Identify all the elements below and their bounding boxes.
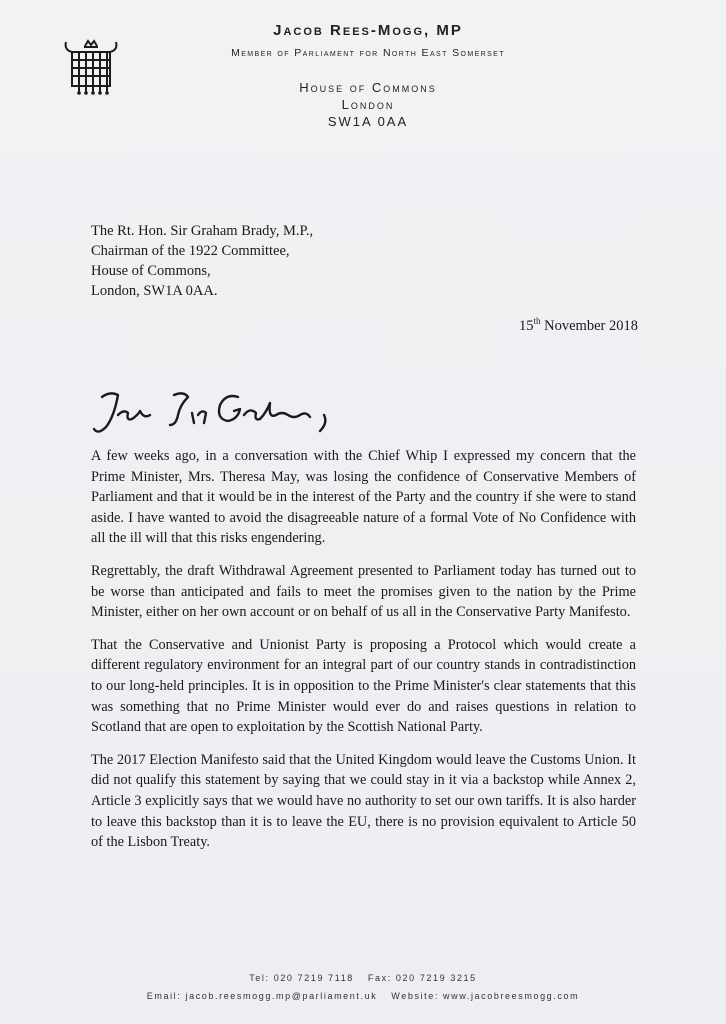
recipient-line: Chairman of the 1922 Committee, — [91, 243, 290, 259]
body-paragraph: A few weeks ago, in a conversation with the Chief Whip I expressed my concern that the Prime Minister, Mrs. Theresa May, was losing the confidence of Conservative Members of Parliament and that it would be in the interest of the Party and the country if she were to stand aside. I have wanted to avoid the disagreeable nature of a formal Vote of No Confidence with all the ill will that this risks engendering. — [91, 448, 636, 547]
body-paragraph: That the Conservative and Unionist Party is proposing a Protocol which would create a different regulatory environment for an integral part of our country stands in contradistinction to our long-held principles. It is in opposition to the Prime Minister's clear statements that this was something that no Prime Minister would ever do and raises questions in relation to Scotland that are open to exploitation by the Scottish National Party. — [91, 636, 636, 736]
footer-website: Website: www.jacobreesmogg.com — [391, 991, 580, 1001]
recipient-line: London, SW1A 0AA. — [91, 283, 218, 299]
sender-address-line: House of Commons — [299, 80, 437, 95]
sender-address-line: SW1A 0AA — [327, 114, 409, 129]
sender-address — [150, 79, 586, 130]
date-day: 15 — [519, 317, 534, 334]
recipient-line: House of Commons, — [91, 263, 211, 279]
footer-tel: Tel: 020 7219 7118 — [249, 973, 354, 983]
date-suffix: th — [533, 316, 541, 326]
footer-contact-phone — [0, 973, 726, 983]
letter-body — [91, 446, 636, 865]
recipient-address — [91, 221, 313, 301]
portcullis-crest-icon — [62, 38, 120, 98]
body-paragraph: The 2017 Election Manifesto said that the United Kingdom would leave the Customs Union. It did not qualify this statement by saying that we could stay in it via a backstop while Annex 2, Article 3 explicitly says that we would have no authority to set our own tariffs. It is also harder to leave this backstop than it is to leave the EU, there is no provision equivalent to Article 50 of the Lisbon Treaty. — [91, 751, 636, 851]
letter-date — [519, 316, 638, 335]
body-paragraph: Regrettably, the draft Withdrawal Agreement presented to Parliament today has turned out to be worse than anticipated and fails to meet the promises given to the nation by the Prime Minister, either on her own account or on behalf of us all in the Conservative Party Manifesto. — [91, 562, 636, 621]
footer-contact-web — [0, 991, 726, 1001]
sender-name: Jacob Rees-Mogg, MP — [273, 22, 463, 39]
recipient-line: The Rt. Hon. Sir Graham Brady, M.P., — [91, 223, 314, 239]
footer-email: Email: jacob.reesmogg.mp@parliament.uk — [146, 991, 378, 1001]
sender-address-line: London — [341, 97, 395, 112]
date-rest: November 2018 — [544, 317, 638, 334]
handwritten-salutation — [88, 385, 338, 440]
footer-fax: Fax: 020 7219 3215 — [367, 973, 477, 983]
sender-title: Member of Parliament for North East Somerset — [231, 47, 505, 59]
